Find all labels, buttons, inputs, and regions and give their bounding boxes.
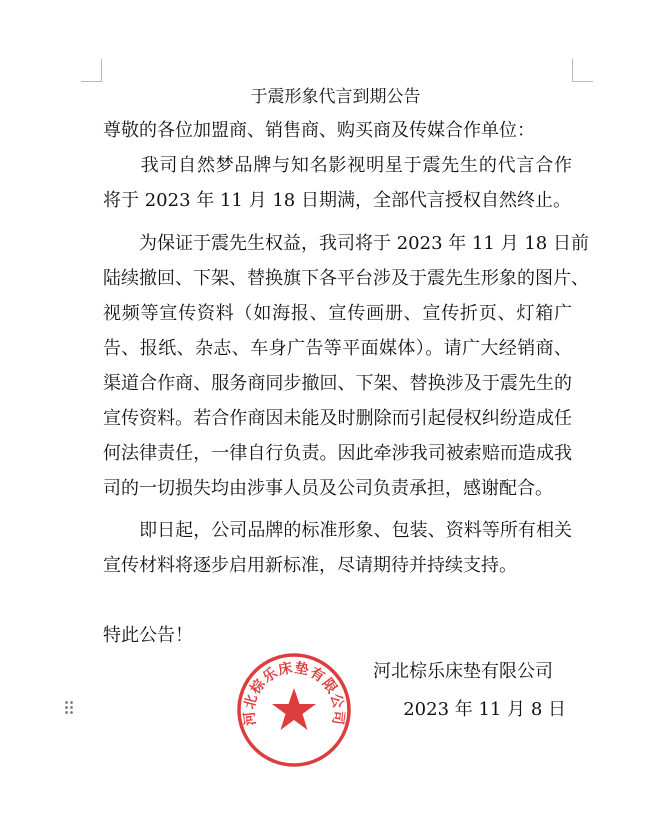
paragraph-line: 告、报纸、杂志、车身广告等平面媒体）。请广大经销商、 [103,338,572,359]
margin-corner-mark-right [572,59,593,82]
paragraph-line: 何法律责任，一律自行负责。因此牵涉我司被索赔而造成我 [103,443,572,464]
paragraph-line: 为保证于震先生权益，我司将于 2023 年 11 月 18 日前 [103,233,589,254]
company-seal-stamp [236,652,352,768]
salutation: 尊敬的各位加盟商、销售商、购买商及传媒合作单位： [103,120,535,141]
paragraph-line: 将于 2023 年 11 月 18 日期满，全部代言授权自然终止。 [103,190,571,211]
stamp-star-icon [272,688,316,730]
closing-text: 特此公告！ [103,625,193,646]
company-name: 河北棕乐床垫有限公司 [373,661,553,682]
stamp-lettering: 河北棕乐床垫有限公司 [241,660,347,727]
paragraph-line: 即日起，公司品牌的标准形象、包装、资料等所有相关 [103,520,572,541]
paragraph-line: 视频等宣传资料（如海报、宣传画册、宣传折页、灯箱广 [103,303,572,324]
paragraph-line: 我司自然梦品牌与知名影视明星于震先生的代言合作 [103,155,572,176]
date: 2023 年 11 月 8 日 [403,699,566,720]
drag-handle-icon[interactable] [64,700,74,716]
document-title: 于震形象代言到期公告 [250,87,421,107]
paragraph-line: 司的一切损失均由涉事人员及公司负责承担，感谢配合。 [103,478,553,499]
paragraph-line: 渠道合作商、服务商同步撤回、下架、替换涉及于震先生的 [103,373,572,394]
paragraph-line: 宣传资料。若合作商因未能及时删除而引起侵权纠纷造成任 [103,408,572,429]
paragraph-line: 宣传材料将逐步启用新标准，尽请期待并持续支持。 [103,555,517,576]
paragraph-line: 陆续撤回、下架、替换旗下各平台涉及于震先生形象的图片、 [103,268,589,289]
margin-corner-mark-left [81,59,102,82]
